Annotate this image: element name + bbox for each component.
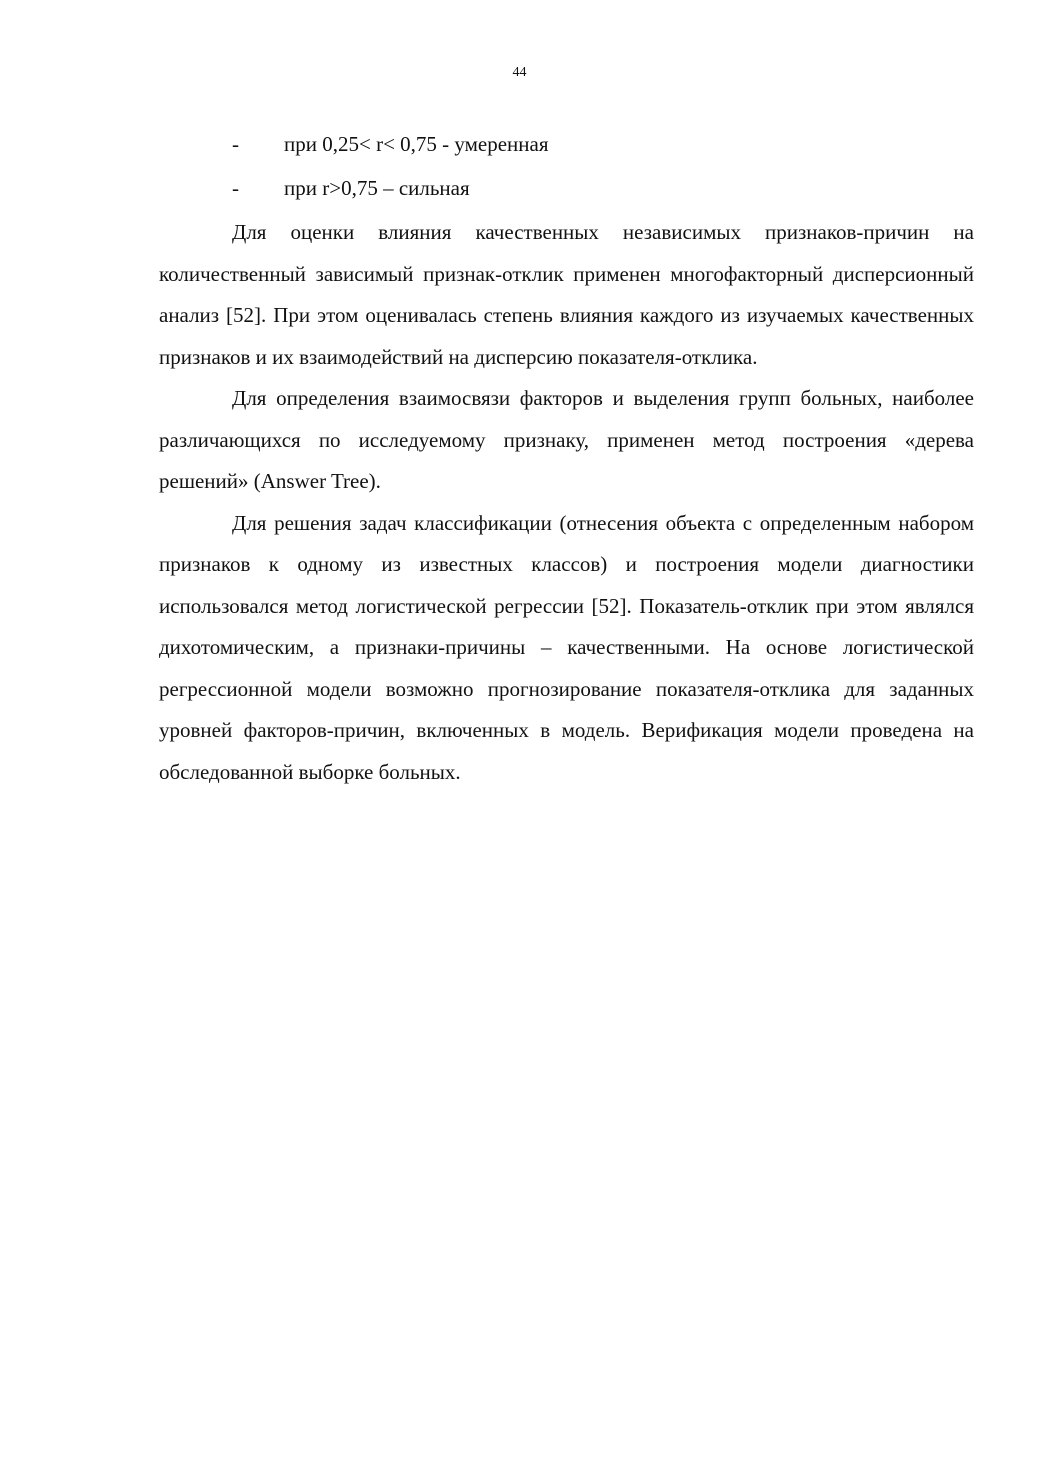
list-item [159,168,974,212]
paragraph-variance-analysis: Для оценки влияния качественных независимых признаков-причин на количественный зависимый признак-отклик применен многофакторный дисперсионный анализ [52]. При этом оценивалась степень влияния каждого из изучаемых качественных признаков и их взаимодействий на дисперсию показателя-отклика. [159,220,974,369]
list-item [159,124,974,168]
list-dash: - [232,132,239,156]
list-dash: - [232,176,239,200]
document-body [159,124,974,793]
list-item-text: при 0,25< r< 0,75 - умеренная [284,132,549,156]
paragraph-logistic-regression: Для решения задач классификации (отнесения объекта с определенным набором признаков к одному из известных классов) и построения модели диагностики использовался метод логистической регрессии [52]. Показатель-отклик при этом являлся дихотомическим, а признаки-причины – качественными. На основе логистической регрессионной модели возможно прогнозирование показателя-отклика для заданных уровней факторов-причин, включенных в модель. Верификация модели проведена на обследованной выборке больных. [159,510,974,784]
list-item-text: при r>0,75 – сильная [284,176,470,200]
page-number: 44 [512,65,527,80]
paragraph-decision-tree: Для определения взаимосвязи факторов и выделения групп больных, наиболее различающихся по исследуемому признаку, применен метод построения «дерева решений» (Answer Tree). [159,386,974,493]
